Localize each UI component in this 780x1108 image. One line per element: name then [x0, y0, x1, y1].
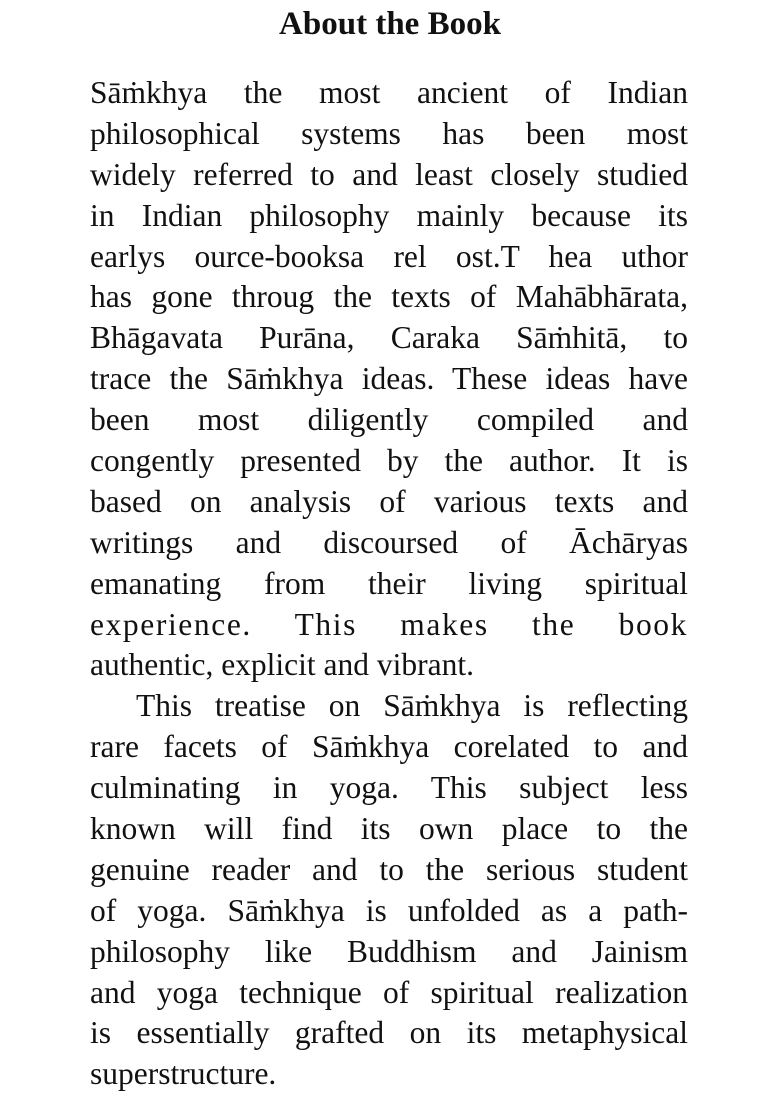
text-line: Sāṁkhya the most ancient of Indian	[90, 75, 688, 110]
text-line: has gone throug the texts of Mahābhārata,	[90, 279, 688, 315]
book-description-body	[90, 73, 688, 1095]
text-line: known will find its own place to the	[90, 811, 688, 847]
text-line: emanating from their living spiritual	[90, 565, 688, 601]
text-line: culminating in yoga. This subject less	[90, 770, 688, 806]
text-line: based on analysis of various texts and	[90, 483, 688, 519]
text-line: is essentially grafted on its metaphysical	[90, 1015, 688, 1051]
text-line: been most diligently compiled and	[90, 402, 688, 438]
paragraph-2	[90, 686, 688, 1095]
text-line: superstructure.	[90, 1056, 277, 1092]
paragraph-1	[90, 73, 688, 686]
text-line: philosophy like Buddhism and Jainism	[90, 933, 688, 969]
text-line: Bhāgavata Purāna, Caraka Sāṁhitā, to	[90, 320, 688, 356]
text-line: rare facets of Sāṁkhya corelated to and	[90, 729, 688, 765]
text-line: in Indian philosophy mainly because its	[90, 197, 688, 233]
text-line: writings and discoursed of Āchāryas	[90, 524, 688, 560]
text-line: of yoga. Sāṁkhya is unfolded as a path-	[90, 892, 688, 928]
text-line: widely referred to and least closely studied	[90, 156, 688, 192]
text-line: earlys ource-booksa rel ost.T hea uthor	[90, 238, 688, 274]
text-line: philosophical systems has been most	[90, 115, 688, 151]
text-line: authentic, explicit and vibrant.	[90, 647, 474, 683]
text-line: genuine reader and to the serious student	[90, 851, 688, 887]
text-line: This treatise on Sāṁkhya is reflecting	[136, 688, 688, 724]
page-title: About the Book	[279, 6, 501, 42]
text-line: experience. This makes the book	[90, 606, 688, 642]
text-line: trace the Sāṁkhya ideas. These ideas have	[90, 361, 688, 397]
text-line: congently presented by the author. It is	[90, 443, 688, 479]
text-line: and yoga technique of spiritual realization	[90, 974, 688, 1010]
